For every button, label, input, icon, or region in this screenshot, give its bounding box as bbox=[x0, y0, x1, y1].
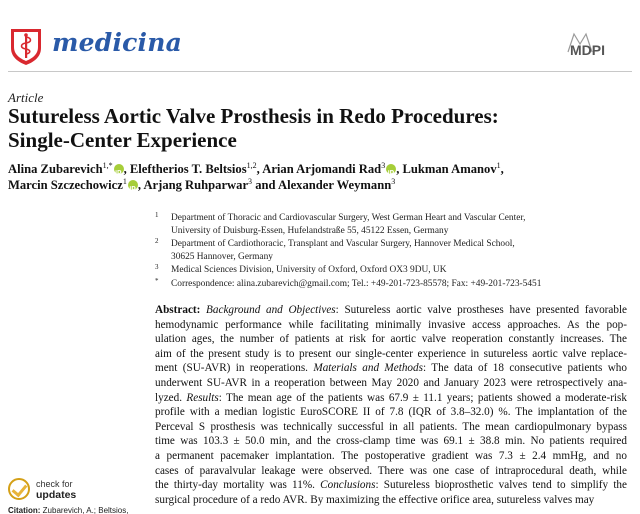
author-line bbox=[8, 177, 633, 193]
author-affil-sup: 3 bbox=[381, 160, 386, 170]
affiliation-item bbox=[155, 264, 625, 277]
author-affil-sup: 1 bbox=[496, 160, 501, 170]
abstract-text: : The data of 18 consecutive patients who bbox=[422, 362, 627, 375]
author-affil-sup: 1,* bbox=[102, 160, 113, 170]
correspondence-text[interactable]: Correspondence: alina.zubarevich@gmail.com; Tel.: +49-201-723-85578; Fax: +49-201-723-5451 bbox=[171, 278, 542, 289]
author-name[interactable]: Alexander Weymann bbox=[277, 178, 392, 192]
abstract-label: Abstract: bbox=[155, 304, 201, 316]
check-updates-label: check for bbox=[36, 479, 73, 489]
affiliation-text: Department of Thoracic and Cardiovascular Surgery, West German Heart and Vascular Center, bbox=[171, 213, 526, 223]
author-affil-sup: 3 bbox=[391, 176, 396, 186]
publisher-name: MDPI bbox=[570, 42, 605, 58]
abstract-text: cases of paravalvular leakage were observed. There was one case of intraprocedural death, while bbox=[155, 464, 627, 477]
abstract-line bbox=[155, 347, 627, 362]
affiliation-item bbox=[155, 238, 625, 263]
check-for-updates-button[interactable] bbox=[8, 478, 98, 504]
abstract-section-heading: Results bbox=[186, 391, 219, 404]
abstract-text: the thirty-day mortality was 11%. bbox=[155, 479, 321, 492]
affiliation-text: University of Duisburg-Essen, Hufelandstraße 55, 45122 Essen, Germany bbox=[171, 225, 449, 236]
citation-text: Zubarevich, A.; Beltsios, bbox=[40, 506, 129, 514]
author-name[interactable]: Arian Arjomandi Rad bbox=[262, 162, 382, 176]
abstract bbox=[155, 303, 627, 507]
medicina-logo bbox=[8, 26, 44, 66]
author-line bbox=[8, 161, 633, 177]
author-affil-sup: 3 bbox=[248, 176, 253, 186]
author-affil-sup: 1 bbox=[122, 176, 127, 186]
author-separator: , bbox=[123, 162, 130, 176]
abstract-text: underwent SU-AVR in a reoperation between May 2020 and January 2023 were retrospectively ana- bbox=[155, 376, 627, 389]
author-name[interactable]: Eleftherios T. Beltsios bbox=[129, 162, 247, 176]
author-affil-sup: 1,2 bbox=[246, 160, 257, 170]
mdpi-logo bbox=[566, 30, 622, 60]
abstract-section-heading: Conclusions bbox=[320, 479, 376, 492]
abstract-line bbox=[155, 420, 627, 435]
abstract-section-heading: Background and Objectives bbox=[206, 304, 336, 316]
author-separator: and bbox=[252, 178, 278, 192]
affiliation-text: Medical Sciences Division, University of Oxford, Oxford OX3 9DU, UK bbox=[171, 265, 447, 276]
affiliation-number: 1 bbox=[155, 211, 159, 219]
citation-label: Citation: bbox=[8, 506, 41, 514]
orcid-icon[interactable] bbox=[128, 180, 138, 190]
author-name[interactable]: Alina Zubarevich bbox=[8, 162, 103, 176]
journal-name: medicina bbox=[52, 28, 183, 57]
correspondence-item bbox=[155, 278, 625, 291]
abstract-text: time was 103.3 ± 50.0 min, and the cross-clamp time was 69.1 ± 38.8 min. No patients required bbox=[155, 435, 627, 448]
abstract-line bbox=[155, 303, 627, 318]
abstract-line bbox=[155, 464, 627, 479]
affiliation-item bbox=[155, 212, 625, 237]
abstract-line bbox=[155, 493, 627, 508]
abstract-text: profile with a median logistic EuroSCORE II of 7.8 (IQR of 3.8–32.0) %. The implantation of the bbox=[155, 406, 627, 419]
correspondence-mark: * bbox=[155, 276, 159, 285]
affiliation-list bbox=[155, 212, 625, 292]
abstract-text: : The mean age of the patients was 67.9 ± 11.1 years; patients showed a moderate-risk bbox=[218, 391, 627, 404]
abstract-text: lyzed. bbox=[155, 391, 187, 404]
affiliation-number: 2 bbox=[155, 237, 159, 246]
author-name[interactable]: Lukman Amanov bbox=[402, 162, 497, 176]
abstract-text: ment (SU-AVR) in reoperations. bbox=[155, 362, 314, 375]
author-separator: , bbox=[500, 162, 504, 176]
abstract-line bbox=[155, 434, 627, 449]
affiliation-text: Department of Cardiothoracic, Transplant and Vascular Surgery, Hannover Medical School, bbox=[171, 239, 515, 250]
abstract-text: hemodynamic performance while facilitating minimally invasive access approaches. As the pop- bbox=[155, 318, 627, 331]
author-name[interactable]: Marcin Szczechowicz bbox=[8, 178, 123, 192]
author-separator: , bbox=[396, 162, 403, 176]
abstract-text: surgical procedure of a redo AVR. By maximizing the effective orifice area, sutureless valves may bbox=[155, 493, 595, 506]
abstract-line bbox=[155, 376, 627, 391]
abstract-section-heading: Materials and Methods bbox=[313, 362, 423, 375]
abstract-line bbox=[155, 332, 627, 347]
abstract-text: : Sutureless bioprosthetic valves tend to simplify the bbox=[375, 479, 627, 492]
article-title bbox=[8, 104, 628, 152]
abstract-text: a permanent pacemaker implantation. The postoperative gradient was 7.3 ± 2.4 mmHg, and no bbox=[155, 449, 627, 462]
article-type: Article bbox=[8, 90, 44, 105]
abstract-text: aim of the present study is to present our single-center experience in sutureless aortic valve replace- bbox=[155, 347, 627, 360]
abstract-line bbox=[155, 478, 627, 493]
check-updates-label-bold: updates bbox=[36, 489, 77, 501]
affiliation-number: 3 bbox=[155, 263, 159, 272]
check-updates-icon bbox=[8, 478, 30, 500]
orcid-icon[interactable] bbox=[114, 164, 124, 174]
affiliation-text: 30625 Hannover, Germany bbox=[171, 251, 273, 262]
citation bbox=[8, 506, 128, 514]
abstract-line bbox=[155, 318, 627, 333]
author-separator: , bbox=[137, 178, 144, 192]
abstract-text: Perceval S prosthesis was technically successful in all patients. The mean cardiopulmonary bypass bbox=[155, 420, 627, 433]
abstract-text: ulation ages, the number of patients at risk for aortic valve reoperation constantly increases. The bbox=[155, 333, 627, 346]
orcid-icon[interactable] bbox=[386, 164, 396, 174]
abstract-text: : Sutureless aortic valve prostheses have presented favorable bbox=[335, 304, 628, 316]
header-divider bbox=[8, 71, 632, 72]
author-separator: , bbox=[256, 162, 263, 176]
abstract-line bbox=[155, 405, 627, 420]
abstract-line bbox=[155, 449, 627, 464]
title-line: Single-Center Experience bbox=[8, 128, 237, 152]
abstract-line bbox=[155, 361, 627, 376]
author-list bbox=[8, 161, 633, 193]
abstract-line bbox=[155, 391, 627, 406]
title-line: Sutureless Aortic Valve Prosthesis in Redo Procedures: bbox=[8, 104, 499, 128]
author-name[interactable]: Arjang Ruhparwar bbox=[143, 178, 249, 192]
